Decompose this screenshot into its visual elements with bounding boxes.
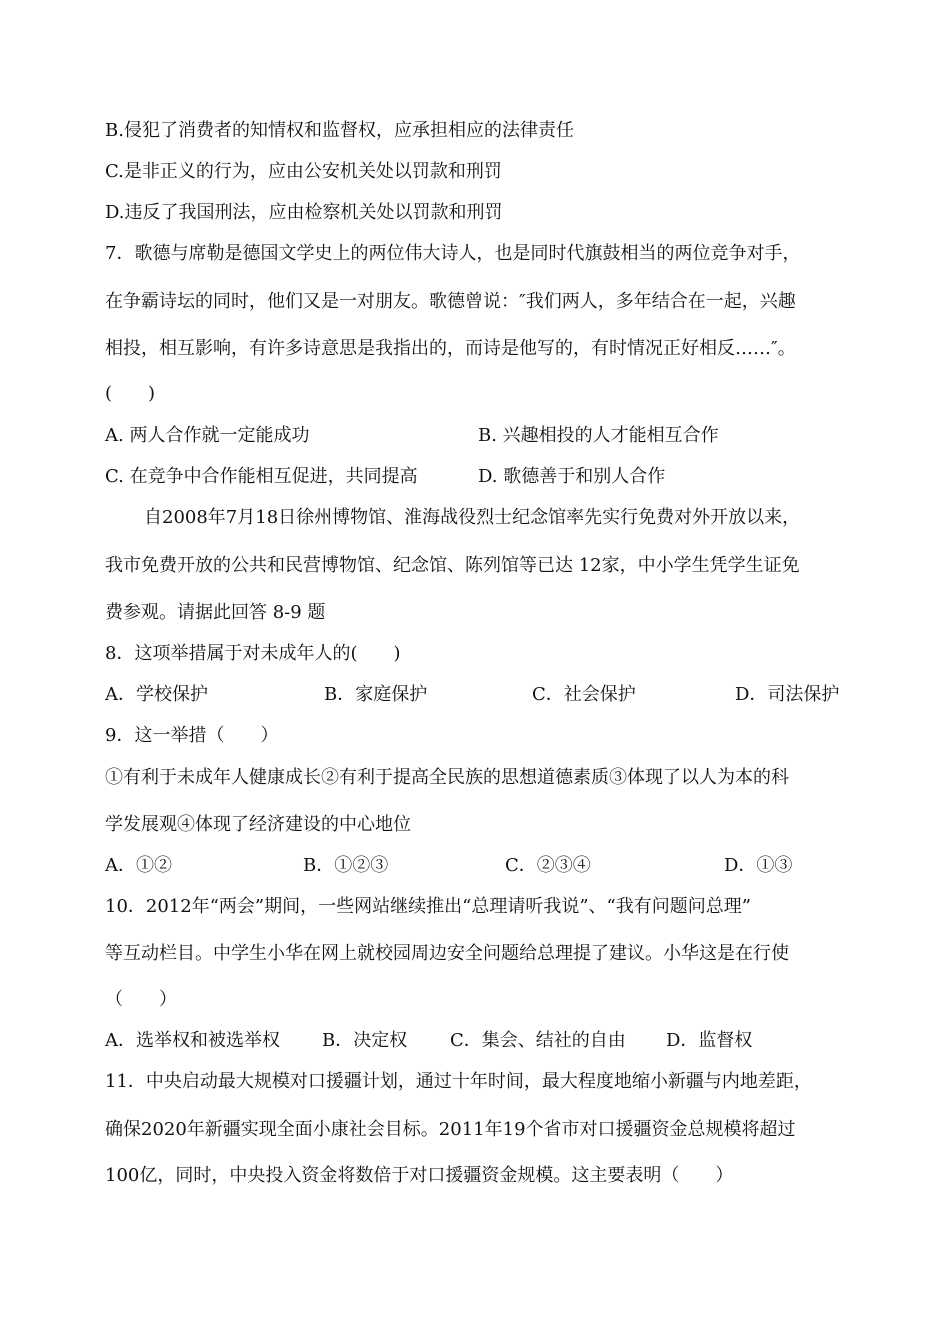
q10-stem-line-2: 等互动栏目。中学生小华在网上就校园周边安全问题给总理提了建议。小华这是在行使 — [105, 943, 789, 964]
context-line-1: 自2008年7月18日徐州博物馆、淮海战役烈士纪念馆率先实行免费对外开放以来， — [144, 507, 801, 528]
q7-option-a: A. 两人合作就一定能成功 — [105, 425, 310, 446]
q10-option-b: B．决定权 — [322, 1030, 408, 1051]
q7-option-d: D. 歌德善于和别人合作 — [478, 466, 666, 487]
q9-statements-line-2: 学发展观④体现了经济建设的中心地位 — [105, 814, 411, 835]
q7-stem-line-3: 相投，相互影响，有许多诗意思是我指出的，而诗是他写的，有时情况正好相反……″。 — [105, 338, 796, 359]
q8-option-b: B．家庭保护 — [324, 684, 428, 705]
q8-option-d: D．司法保护 — [735, 684, 840, 705]
q7-option-b: B. 兴趣相投的人才能相互合作 — [478, 425, 719, 446]
q7-option-c: C. 在竞争中合作能相互促进，共同提高 — [105, 466, 418, 487]
q6-option-c: C.是非正义的行为，应由公安机关处以罚款和刑罚 — [105, 161, 502, 182]
q7-stem-line-1: 7．歌德与席勒是德国文学史上的两位伟大诗人，也是同时代旗鼓相当的两位竞争对手， — [105, 243, 801, 264]
q8-stem: 8．这项举措属于对未成年人的( ) — [105, 643, 401, 664]
q10-option-c: C．集会、结社的自由 — [450, 1030, 626, 1051]
q11-stem-line-1: 11．中央启动最大规模对口援疆计划，通过十年时间，最大程度地缩小新疆与内地差距， — [105, 1071, 812, 1092]
q9-option-a: A．①② — [105, 855, 172, 876]
q6-option-b: B.侵犯了消费者的知情权和监督权，应承担相应的法律责任 — [105, 120, 574, 141]
context-line-2: 我市免费开放的公共和民营博物馆、纪念馆、陈列馆等已达 12家，中小学生凭学生证免 — [105, 555, 800, 576]
q10-answer-paren: （ ） — [105, 989, 177, 1010]
q8-option-a: A．学校保护 — [105, 684, 208, 705]
q10-option-d: D．监督权 — [666, 1030, 753, 1051]
q9-option-c: C．②③④ — [505, 855, 591, 876]
q10-stem-line-1: 10．2012年“两会”期间，一些网站继续推出“总理请听我说”、“我有问题问总理” — [105, 896, 751, 917]
context-line-3: 费参观。请据此回答 8-9 题 — [105, 602, 326, 623]
q9-option-d: D．①③ — [724, 855, 793, 876]
q9-statements-line-1: ①有利于未成年人健康成长②有利于提高全民族的思想道德素质③体现了以人为本的科 — [105, 767, 789, 788]
q7-stem-line-2: 在争霸诗坛的同时，他们又是一对朋友。歌德曾说：″我们两人，多年结合在一起，兴趣 — [105, 291, 796, 312]
q6-option-d: D.违反了我国刑法，应由检察机关处以罚款和刑罚 — [105, 202, 503, 223]
q8-option-c: C．社会保护 — [532, 684, 636, 705]
q11-stem-line-3: 100亿，同时，中央投入资金将数倍于对口援疆资金规模。这主要表明（ ） — [105, 1165, 734, 1186]
q10-option-a: A．选举权和被选举权 — [105, 1030, 280, 1051]
q9-stem: 9．这一举措（ ） — [105, 725, 279, 746]
q11-stem-line-2: 确保2020年新疆实现全面小康社会目标。2011年19个省市对口援疆资金总规模将超过 — [105, 1119, 796, 1140]
q7-answer-paren: ( ) — [105, 383, 156, 404]
q9-option-b: B．①②③ — [303, 855, 389, 876]
